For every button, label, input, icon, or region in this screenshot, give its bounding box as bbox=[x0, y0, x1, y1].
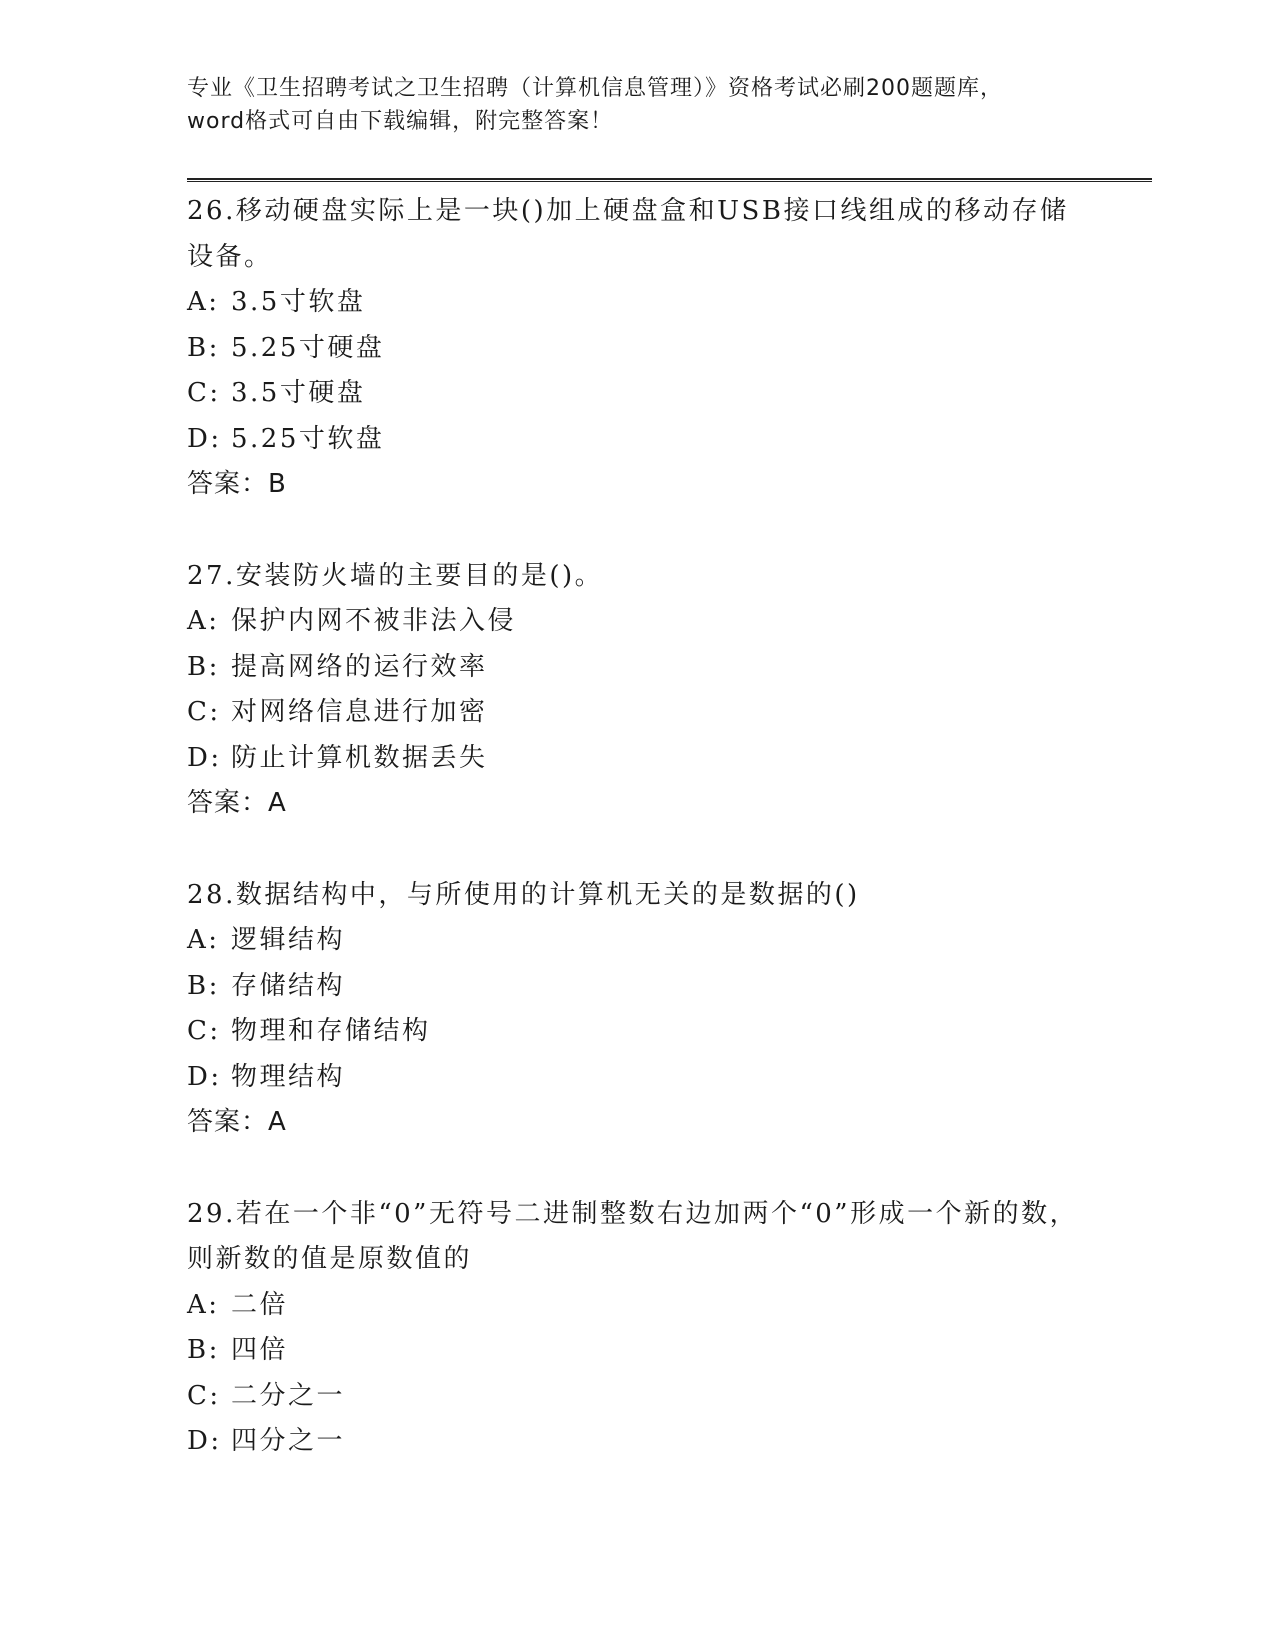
option-letter: C: bbox=[187, 697, 221, 727]
option-letter: D: bbox=[187, 1426, 222, 1456]
option-text: 二分之一 bbox=[231, 1380, 346, 1411]
question-text: 28.数据结构中，与所使用的计算机无关的是数据的() bbox=[187, 879, 860, 910]
option-a bbox=[187, 599, 1087, 645]
option-letter: A: bbox=[187, 606, 220, 636]
option-b bbox=[187, 964, 1087, 1010]
option-letter: D: bbox=[187, 1061, 222, 1092]
option-text: 提高网络的运行效率 bbox=[231, 651, 488, 682]
option-text: 物理结构 bbox=[231, 1061, 346, 1092]
question-list bbox=[187, 189, 1087, 1511]
option-letter: B: bbox=[187, 651, 220, 682]
header-line-2: word格式可自由下载编辑，附完整答案！ bbox=[187, 109, 614, 134]
option-text: 逻辑结构 bbox=[231, 925, 346, 955]
option-letter: B: bbox=[187, 332, 220, 363]
option-letter: D: bbox=[187, 423, 222, 454]
option-d bbox=[187, 1055, 1087, 1101]
option-text: 存储结构 bbox=[231, 970, 346, 1001]
question-28 bbox=[187, 873, 1087, 1146]
option-text: 对网络信息进行加密 bbox=[231, 697, 488, 727]
option-d bbox=[187, 736, 1087, 782]
option-a bbox=[187, 280, 1087, 326]
option-text: 物理和存储结构 bbox=[231, 1016, 431, 1046]
question-text: 29.若在一个非“0”无符号二进制整数右边加两个“0”形成一个新的数，则新数的值是原数值的 bbox=[187, 1198, 1079, 1274]
option-b bbox=[187, 326, 1087, 372]
option-text: 防止计算机数据丢失 bbox=[231, 742, 488, 773]
option-b bbox=[187, 1328, 1087, 1374]
option-text: 5.25寸软盘 bbox=[231, 423, 385, 454]
option-c bbox=[187, 1374, 1087, 1420]
question-27 bbox=[187, 554, 1087, 827]
option-c bbox=[187, 371, 1087, 417]
option-letter: B: bbox=[187, 1335, 220, 1365]
option-letter: A: bbox=[187, 925, 220, 955]
option-letter: C: bbox=[187, 1016, 221, 1046]
option-text: 3.5寸硬盘 bbox=[231, 378, 366, 408]
option-text: 四分之一 bbox=[231, 1426, 346, 1456]
option-a bbox=[187, 918, 1087, 964]
question-29 bbox=[187, 1192, 1087, 1465]
option-d bbox=[187, 1419, 1087, 1465]
option-a bbox=[187, 1283, 1087, 1329]
option-letter: B: bbox=[187, 970, 220, 1001]
option-c bbox=[187, 1009, 1087, 1055]
option-text: 四倍 bbox=[231, 1335, 289, 1365]
option-d bbox=[187, 417, 1087, 463]
question-text: 27.安装防火墙的主要目的是()。 bbox=[187, 560, 604, 591]
option-text: 保护内网不被非法入侵 bbox=[231, 606, 517, 636]
document-header bbox=[187, 72, 1087, 138]
option-letter: A: bbox=[187, 1289, 220, 1320]
option-letter: D: bbox=[187, 742, 222, 773]
option-text: 二倍 bbox=[231, 1289, 289, 1320]
option-letter: A: bbox=[187, 287, 220, 317]
answer-line: 答案：A bbox=[187, 788, 287, 818]
header-divider bbox=[187, 178, 1152, 182]
answer-line: 答案：A bbox=[187, 1107, 287, 1137]
header-line-1: 专业《卫生招聘考试之卫生招聘（计算机信息管理）》资格考试必刷200题题库， bbox=[187, 76, 1003, 101]
option-text: 5.25寸硬盘 bbox=[231, 332, 385, 363]
option-letter: C: bbox=[187, 1380, 221, 1411]
option-b bbox=[187, 645, 1087, 691]
answer-line: 答案：B bbox=[187, 469, 287, 499]
option-text: 3.5寸软盘 bbox=[231, 287, 366, 317]
option-letter: C: bbox=[187, 378, 221, 408]
question-text: 26.移动硬盘实际上是一块()加上硬盘盒和USB接口线组成的移动存储设备。 bbox=[187, 196, 1069, 272]
question-26 bbox=[187, 189, 1087, 508]
option-c bbox=[187, 690, 1087, 736]
